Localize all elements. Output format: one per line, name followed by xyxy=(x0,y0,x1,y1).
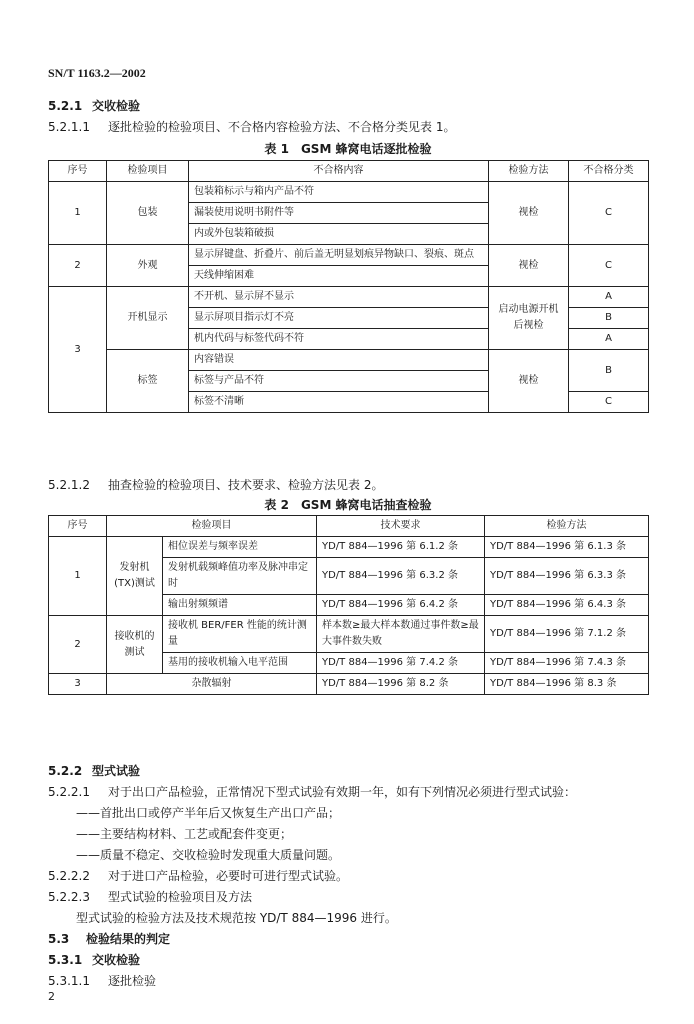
defect-content: 显示屏项目指示灯不亮 xyxy=(189,308,489,329)
header-cell: 检验项目 xyxy=(107,161,189,182)
defect-content: 内容错误 xyxy=(189,350,489,371)
section-5-2-2-1 xyxy=(48,783,576,800)
header-cell: 不合格分类 xyxy=(569,161,649,182)
table-row xyxy=(49,182,649,203)
table1 xyxy=(48,160,649,413)
section-text: 逐批检验的检验项目、不合格内容检验方法、不合格分类见表 1。 xyxy=(108,120,456,134)
section-title: 交收检验 xyxy=(92,99,141,113)
inspection-method: 视检 xyxy=(489,350,569,413)
section-number: 5.2.1.2 xyxy=(48,478,90,492)
section-number: 5.3 xyxy=(48,932,70,946)
test-method: YD/T 884—1996 第 6.1.3 条 xyxy=(485,537,649,558)
section-5-2-1-2 xyxy=(48,476,383,493)
table1-caption: 表 1 GSM 蜂窝电话逐批检验 xyxy=(264,142,432,156)
test-method: YD/T 884—1996 第 6.3.3 条 xyxy=(485,558,649,595)
tech-requirement: 样本数≥最大样本数通过事件数≥最大事件数失败 xyxy=(317,616,485,653)
table-row xyxy=(49,537,649,558)
section-5-2-2 xyxy=(48,762,140,779)
header-cell: 技术要求 xyxy=(317,516,485,537)
section-body: 型式试验的检验方法及技术规范按 YD/T 884—1996 进行。 xyxy=(76,911,397,925)
bullet-item: ——主要结构材料、工艺或配套件变更； xyxy=(76,827,293,841)
table-row xyxy=(49,350,649,371)
inspection-item: 开机显示 xyxy=(107,287,189,350)
header-cell: 检验方法 xyxy=(485,516,649,537)
section-text: 对于出口产品检验，正常情况下型式试验有效期一年，如有下列情况必须进行型式试验： xyxy=(108,785,577,799)
defect-content: 内或外包装箱破损 xyxy=(189,224,489,245)
defect-class: C xyxy=(569,245,649,287)
header-cell: 检验方法 xyxy=(489,161,569,182)
section-title: 交收检验 xyxy=(92,953,141,967)
test-item: 基用的接收机输入电平范围 xyxy=(163,653,317,674)
header-cell: 检验项目 xyxy=(107,516,317,537)
inspection-item: 标签 xyxy=(107,350,189,413)
test-item: 输出射频频谱 xyxy=(163,595,317,616)
tech-requirement: YD/T 884—1996 第 8.2 条 xyxy=(317,674,485,695)
section-number: 5.2.2 xyxy=(48,764,83,778)
inspection-item: 外观 xyxy=(107,245,189,287)
section-title: 逐批检验 xyxy=(108,974,157,988)
table-row xyxy=(49,245,649,266)
section-5-3-1-1 xyxy=(48,972,156,989)
defect-class: B xyxy=(569,350,649,392)
row-number: 2 xyxy=(49,616,107,674)
table-header-row xyxy=(49,161,649,182)
defect-content: 包装箱标示与箱内产品不符 xyxy=(189,182,489,203)
inspection-method: 视检 xyxy=(489,182,569,245)
bullet-item: ——首批出口或停产半年后又恢复生产出口产品； xyxy=(76,806,341,820)
defect-class: B xyxy=(569,308,649,329)
section-text: 抽查检验的检验项目、技术要求、检验方法见表 2。 xyxy=(108,478,384,492)
section-5-2-1-1 xyxy=(48,118,455,135)
section-text: 对于进口产品检验，必要时可进行型式试验。 xyxy=(108,869,349,883)
test-method: YD/T 884—1996 第 6.4.3 条 xyxy=(485,595,649,616)
defect-content: 标签不清晰 xyxy=(189,392,489,413)
inspection-method: 视检 xyxy=(489,245,569,287)
defect-content: 显示屏键盘、折叠片、前后盖无明显划痕异物缺口、裂痕、斑点 xyxy=(189,245,489,266)
row-number: 3 xyxy=(49,674,107,695)
test-method: YD/T 884—1996 第 7.1.2 条 xyxy=(485,616,649,653)
defect-content: 不开机、显示屏不显示 xyxy=(189,287,489,308)
section-5-2-2-3 xyxy=(48,888,252,905)
test-method: YD/T 884—1996 第 7.4.3 条 xyxy=(485,653,649,674)
section-number: 5.2.2.2 xyxy=(48,869,90,883)
test-item: 杂散辐射 xyxy=(107,674,317,695)
test-item: 发射机载频峰值功率及脉冲串定时 xyxy=(163,558,317,595)
table-row xyxy=(49,287,649,308)
section-number: 5.2.2.1 xyxy=(48,785,90,799)
doc-header: SN/T 1163.2—2002 xyxy=(48,66,146,80)
test-method: YD/T 884—1996 第 8.3 条 xyxy=(485,674,649,695)
defect-content: 标签与产品不符 xyxy=(189,371,489,392)
tech-requirement: YD/T 884—1996 第 6.1.2 条 xyxy=(317,537,485,558)
row-number: 2 xyxy=(49,245,107,287)
section-text: 型式试验的检验项目及方法 xyxy=(108,890,253,904)
section-number: 5.3.1.1 xyxy=(48,974,90,988)
section-number: 5.2.1 xyxy=(48,99,83,113)
defect-content: 机内代码与标签代码不符 xyxy=(189,329,489,350)
tech-requirement: YD/T 884—1996 第 6.4.2 条 xyxy=(317,595,485,616)
defect-content: 漏装使用说明书附件等 xyxy=(189,203,489,224)
table-row xyxy=(49,674,649,695)
table-header-row xyxy=(49,516,649,537)
section-5-2-2-2 xyxy=(48,867,348,884)
header-cell: 序号 xyxy=(49,161,107,182)
defect-class: A xyxy=(569,329,649,350)
tech-requirement: YD/T 884—1996 第 6.3.2 条 xyxy=(317,558,485,595)
row-number: 1 xyxy=(49,537,107,616)
test-item: 接收机 BER/FER 性能的统计测量 xyxy=(163,616,317,653)
defect-content: 天线伸缩困难 xyxy=(189,266,489,287)
section-5-2-1 xyxy=(48,97,140,114)
header-cell: 序号 xyxy=(49,516,107,537)
test-item: 相位误差与频率误差 xyxy=(163,537,317,558)
bullet-item: ——质量不稳定、交收检验时发现重大质量问题。 xyxy=(76,848,341,862)
defect-class: C xyxy=(569,392,649,413)
tech-requirement: YD/T 884—1996 第 7.4.2 条 xyxy=(317,653,485,674)
page-number: 2 xyxy=(48,990,55,1003)
section-number: 5.2.2.3 xyxy=(48,890,90,904)
section-number: 5.2.1.1 xyxy=(48,120,90,134)
section-5-3 xyxy=(48,930,170,947)
table2 xyxy=(48,515,649,695)
header-cell: 不合格内容 xyxy=(189,161,489,182)
test-group: 接收机的测试 xyxy=(107,616,163,674)
inspection-method: 启动电源开机后视检 xyxy=(489,287,569,350)
inspection-item: 包装 xyxy=(107,182,189,245)
section-number: 5.3.1 xyxy=(48,953,83,967)
section-title: 检验结果的判定 xyxy=(86,932,171,946)
table2-caption: 表 2 GSM 蜂窝电话抽查检验 xyxy=(264,498,432,512)
defect-class: A xyxy=(569,287,649,308)
table-row xyxy=(49,616,649,653)
defect-class: C xyxy=(569,182,649,245)
section-title: 型式试验 xyxy=(92,764,141,778)
section-5-3-1 xyxy=(48,951,140,968)
row-number: 3 xyxy=(49,287,107,413)
test-group: 发射机(TX)测试 xyxy=(107,537,163,616)
row-number: 1 xyxy=(49,182,107,245)
